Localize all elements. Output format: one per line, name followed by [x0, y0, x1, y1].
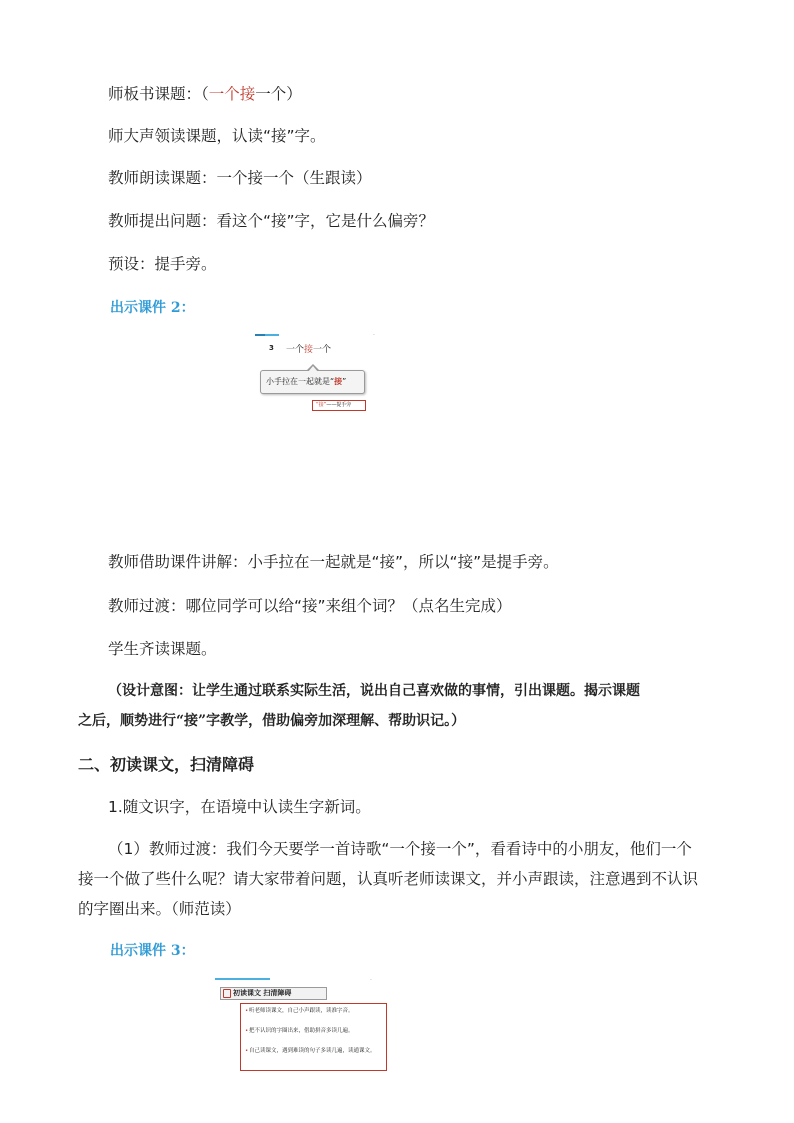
- radical-tag-text: [316, 401, 351, 410]
- line-text: 一个）: [255, 85, 302, 103]
- design-intent-note-cont: [78, 706, 688, 736]
- title-word: 一个: [208, 85, 240, 103]
- design-note-line: 之后，顺势进行“接”字教学，借助偏旁加深理解、帮助识记。）: [78, 713, 466, 729]
- line-read-aloud: 师大声领读课题，认读“接”字。: [108, 127, 326, 145]
- slide-header-text: 初读课文 扫清障碍: [233, 989, 292, 997]
- slide-bullet: • 听老师读课文，自己小声跟读，读准字音。: [249, 1008, 385, 1015]
- radical-tag: [312, 400, 366, 411]
- slide-title-part: 一个: [313, 345, 332, 355]
- paragraph-line: 的字圈出来。（师范读）: [78, 900, 241, 918]
- bubble-char: 接: [334, 377, 343, 386]
- design-note-line: （设计意图：让学生通过联系实际生活，说出自己喜欢做的事情，引出课题。揭示课题: [108, 683, 640, 699]
- section-heading: 二、初读课文，扫清障碍: [78, 755, 255, 774]
- line-presumption: 预设：提手旁。: [108, 255, 217, 273]
- line-question: 教师提出问题：看这个“接”字，它是什么偏旁？: [108, 212, 435, 230]
- line-teacher-writes-title: [108, 84, 302, 104]
- radical-tag-char: “接”: [316, 402, 327, 408]
- slide-number: 3: [269, 344, 274, 352]
- bubble-text: [266, 376, 346, 387]
- paragraph-line: （1）教师过渡：我们今天要学一首诗歌“一个接一个”，看看诗中的小朋友，他们一个: [108, 840, 692, 858]
- paragraph-line: 接一个做了些什么呢？请大家带着问题，认真听老师读课文，并小声跟读，注意遇到不认识: [78, 870, 699, 888]
- slide-dot: ·: [373, 332, 375, 339]
- slide-3-thumbnail: [215, 973, 390, 1073]
- line-transition: 教师过渡：哪位同学可以给“接”来组个词？（点名生完成）: [108, 597, 512, 615]
- book-icon: [223, 989, 231, 998]
- slide-header: [220, 987, 327, 1000]
- bubble-text-part: 小手拉在一起就是“: [266, 377, 335, 386]
- line-read-together: 学生齐读课题。: [108, 640, 217, 658]
- title-char: 接: [239, 85, 256, 103]
- slide-dot: ·: [370, 977, 372, 984]
- line-text: 师板书课题：（: [108, 85, 209, 103]
- slide-2-thumbnail: [255, 330, 377, 412]
- radical-tag-label: ——提手旁: [326, 402, 352, 408]
- slide-bar: [255, 334, 265, 336]
- speech-bubble: [260, 370, 365, 394]
- slide-bullet: • 把不认识的字圈出来，借助拼音多读几遍。: [249, 1028, 385, 1035]
- slide-title: [286, 342, 331, 355]
- slide-content-box: [240, 1003, 387, 1071]
- slide-label-2: 出示课件 2：: [110, 300, 195, 316]
- slide-label-3: 出示课件 3：: [110, 943, 195, 959]
- bubble-text-part: ”: [342, 377, 347, 386]
- bubble-tip-inner: [308, 366, 318, 372]
- slide-title-char: 接: [304, 345, 314, 355]
- section-item-1: 1.随文识字，在语境中认读生字新词。: [108, 798, 371, 816]
- slide-title-part: 一个: [286, 345, 305, 355]
- section-item-1-sub: [78, 834, 723, 924]
- slide-bar: [215, 978, 270, 980]
- slide-bullet: • 自己读课文，遇到难读的句子多读几遍，读通课文。: [249, 1048, 385, 1055]
- design-intent-note: [108, 676, 718, 706]
- line-teacher-reads: 教师朗读课题：一个接一个（生跟读）: [108, 169, 372, 187]
- line-courseware-explain: 教师借助课件讲解：小手拉在一起就是“接”，所以“接”是提手旁。: [108, 553, 559, 571]
